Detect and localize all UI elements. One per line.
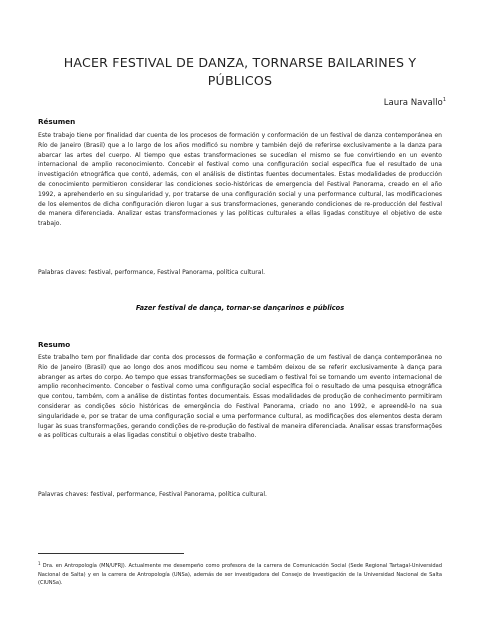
resumo-body: Este trabalho tem por finalidade dar conta dos processos de formação e conformação de um festival de dança contemporânea no Rio de Janeiro (Brasil) que ao longo dos anos modificou seu nome e também deixou de se referir exclusivamente à dança para abranger as artes do corpo. Ao tempo que essas transformações se sucediam o festival foi se tornando um evento internacional de amplio reconhecimento. Conceber o festival como uma configuração social específica foi o resultado de uma pesquisa etnográfica que contou, também, com a análise de distintas fontes documentais. Essas modalidades de produção de conhecimento permitiram considerar as condições sócio históricas de emergência do Festival Panorama, criado no ano 1992, e apreendê-lo na sua singularidade e, por se tratar de uma configuração social e uma performance cultural, as modificações dos elementos desta deram lugar às suas transformações, gerando condições de re-produção do festival de maneira diferenciada. Analisar essas transformações e as políticas culturais a elas ligadas constitui o objetivo deste trabalho. xyxy=(38,354,442,440)
author-footnote-mark: 1 xyxy=(442,97,446,103)
footnote xyxy=(38,560,442,588)
footnote-text: Dra. en Antropología (MN/UFRJ). Actualmente me desempeño como profesora de la carrera de Comunicación Social (Sede Regional Tartagal-Universidad Nacional de Salta) y en la carrera de Antropología (UNSa), además de ser investigadora del Consejo de Investigación de la Universidad Nacional de Salta (CIUNSa). xyxy=(38,563,442,587)
resumen-heading: Résumen xyxy=(38,117,76,126)
portuguese-title: Fazer festival de dança, tornar-se dançarinos e públicos xyxy=(135,304,345,312)
author-name: Laura Navallo xyxy=(383,98,443,108)
author-line xyxy=(384,97,446,108)
resumo-keywords: Palavras chaves: festival, performance, Festival Panorama, política cultural. xyxy=(38,491,267,498)
footnote-divider xyxy=(38,553,184,554)
resumo-heading: Resumo xyxy=(38,340,71,349)
footnote-mark: 1 xyxy=(38,561,41,566)
resumen-keywords: Palabras claves: festival, performance, Festival Panorama, política cultural. xyxy=(38,269,266,276)
resumen-body: Este trabajo tiene por finalidad dar cuenta de los procesos de formación y conformación de un festival de danza contemporánea en Río de Janeiro (Brasil) que a lo largo de los años modificó su nombre y también dejó de referirse exclusivamente a la danza para abarcar las artes del cuerpo. Al tiempo que estas transformaciones se sucedían el mismo se fue convirtiendo en un evento internacional de amplio reconocimiento. Concebir el festival como una configuración social específica fue el resultado de una investigación etnográfica que contó, además, con el análisis de distintas fuentes documentales. Estas modalidades de producción de conocimiento permitieron considerar las condiciones socio-históricas de emergencia del Festival Panorama, creado en el año 1992, a aprehenderlo en su singularidad y, por tratarse de una configuración social y una performance cultural, las modificaciones de los elementos de dicha configuración dieron lugar a sus transformaciones, generando condiciones de re-producción del festival de manera diferenciada. Analizar estas transformaciones y las políticas culturales a ellas ligadas constituye el objetivo de este trabajo. xyxy=(38,132,442,228)
paper-title: HACER FESTIVAL DE DANZA, TORNARSE BAILARINES Y PÚBLICOS xyxy=(63,55,417,88)
